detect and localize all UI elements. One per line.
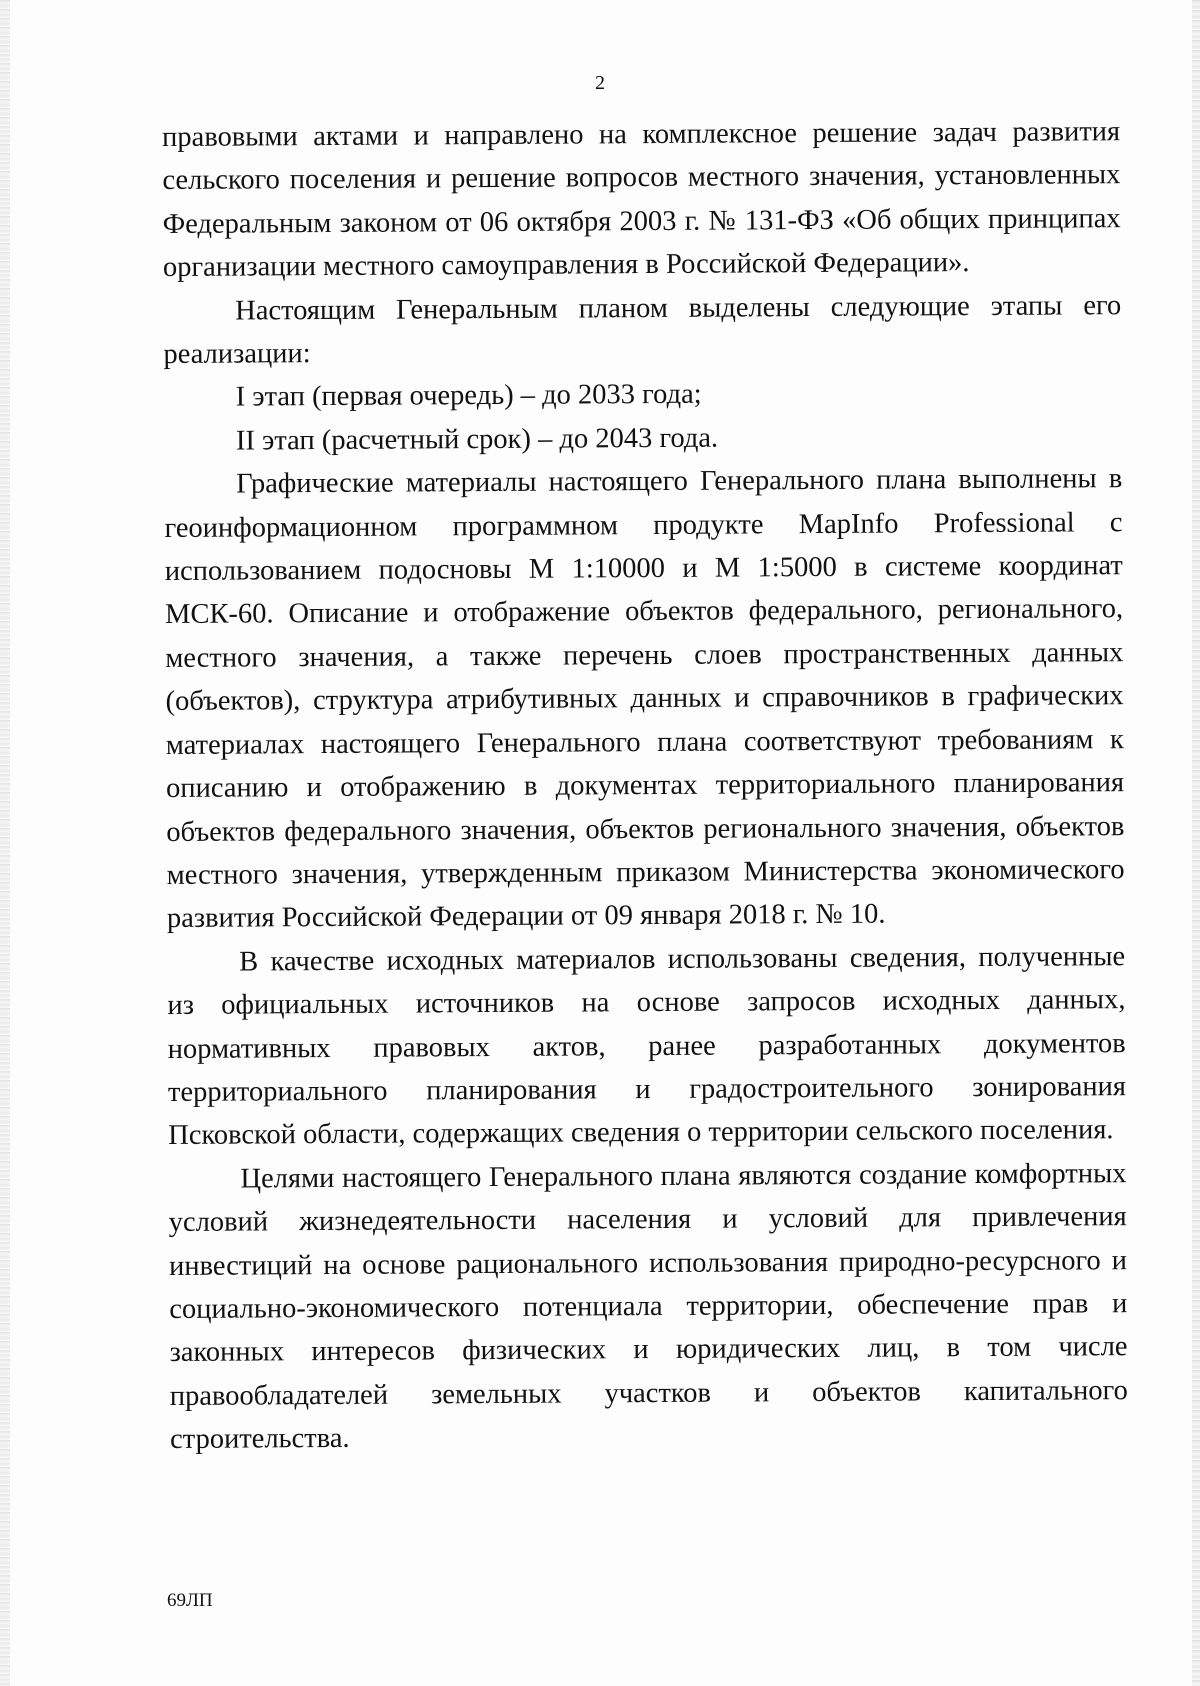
paragraph-stages-intro: Настоящим Генеральным планом выделены следующие этапы его реализации: — [163, 289, 1122, 371]
scan-edge-right — [1192, 0, 1200, 1686]
page-number: 2 — [595, 72, 605, 94]
scan-edge-left — [0, 0, 10, 1686]
paragraph-graphic-materials: Графические материалы настоящего Генерального плана выполнены в геоинформационном программном продукте MapInfo Professional с использованием подосновы М 1:10000 и М 1:5000 в системе координат МСК-60. Описание и отображение объектов федерального, регионального, местного значения, а также перечень слоев пространственных данных (объектов), структура атрибутивных данных и справочников в графических материалах настоящего Генерального плана соответствуют требованиям к описанию и отображению в документах территориального планирования объектов федерального значения, объектов регионального значения, объектов местного значения, утвержденным приказом Министерства экономического развития Российской Федерации от 09 января 2018 г. № 10. — [164, 463, 1125, 935]
footer-document-code: 69ЛП — [167, 1590, 213, 1611]
paragraph-stage-1: I этап (первая очередь) – до 2033 года; — [235, 379, 702, 413]
paragraph-goals: Целями настоящего Генерального плана являются создание комфортных условий жизнедеятельности населения и условий для привлечения инвестиций на основе рационального использования природно-ресурсного и социально-экономического потенциала территории, обеспечение прав и законных интересов физических и юридических лиц, в том числе правообладателей земельных участков и объектов капитального строительства. — [168, 1157, 1128, 1456]
paragraph-source-materials: В качестве исходных материалов использованы сведения, полученные из официальных источников на основе запросов исходных данных, нормативных правовых актов, ранее разработанных документов территориального планирования и градостроительного зонирования Псковской области, содержащих сведения о территории сельского поселения. — [167, 940, 1127, 1152]
document-body — [162, 110, 1128, 1461]
paragraph-stage-2: II этап (расчетный срок) – до 2043 года. — [235, 422, 719, 457]
paragraph-legal-acts: правовыми актами и направлено на комплексное решение задач развития сельского поселения и решение вопросов местного значения, установленных Федеральным законом от 06 октября 2003 г. № 131-ФЗ «Об общих принципах организации местного самоуправления в Российской Федерации». — [162, 116, 1121, 284]
